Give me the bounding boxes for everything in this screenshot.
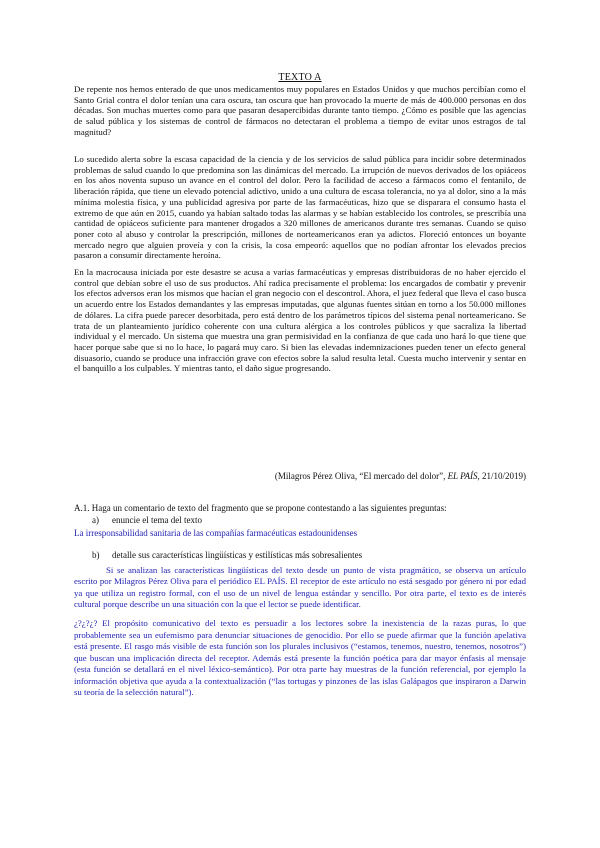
answer-b: Si se analizan las características lingüísticas del texto desde un punto de vista pragmático, se observa un artículo escrito por Milagros Pérez Oliva para el periódico EL PAÍS. El receptor de este artículo no está sesgado por género ni por edad ya que utiliza un registro formal, con el uso de un nivel de lengua estándar y sencillo. Por otra parte, el texto es de interés cultural porque describe un una situación con la que el lector se puede identificar. — [74, 565, 526, 610]
paragraph-3: En la macrocausa iniciada por este desastre se acusa a varias farmacéuticas y empresas distribuidoras de no haber ejercido el control que debían sobre el uso de sus productos. Ahí radica precisamente el problema: los encargados de combatir y prevenir los efectos adversos eran los mismos que hacían el gran negocio con el descontrol. Ahora, el juez federal que lleva el caso busca un acuerdo entre los Estados demandantes y las empresas imputadas, que algunas fuentes sitúan en torno a los 50.000 millones de dólares. La cifra puede parecer desorbitada, pero está dentro de los parámetros típicos del sistema penal norteamericano. Se trata de un planteamiento jurídico coherente con una cultura alérgica a los controles públicos y que sacraliza la libertad individual y el mercado. Un sistema que muestra una gran permisividad en la confianza de que cada uno hará lo que tiene que hacer porque sabe que si no lo hace, lo pagará muy caro. Si bien las elevadas indemnizaciones pueden tener un efecto general disuasorio, cuando se produce una infracción grave con efectos sobre la salud resulta letal. Cuesta mucho intervenir y sentar en el banquillo a los culpables. Y mientras tanto, el daño sigue progresando. — [74, 267, 526, 374]
item-b-text: detalle sus características lingüísticas y estilísticas más sobresalientes — [112, 550, 363, 560]
answer-c: ¿?¿?¿? El propósito comunicativo del texto es persuadir a los lectores sobre la inexistencia de la razas puras, lo que probablemente sea un eufemismo para denunciar situaciones de genocidio. Por ello se puede afirmar que la función apelativa está presente. El rasgo más visible de esta función son los plurales inclusivos (“estamos, tenemos, nuestro, tenemos, nosotros”) que buscan una implicación directa del receptor. Además está presente la función poética para dar mayor énfasis al mensaje (esta función se detallará en el nivel léxico-semántico). Por otra parte hay muestras de la función referencial, por ejemplo la información objetiva que ayuda a la contextualización (“las tortugas y pinzones de las islas Galápagos que inspiraron a Darwin su teoría de la selección natural”). — [74, 618, 526, 697]
item-b — [92, 550, 362, 560]
answer-a: La irresponsabilidad sanitaria de las compañías farmacéuticas estadounidenses — [74, 528, 358, 538]
citation — [275, 471, 526, 481]
paragraph-2: Lo sucedido alerta sobre la escasa capacidad de la ciencia y de los servicios de salud pública para incidir sobre determinados problemas de salud cuando lo que predomina son las dinámicas del mercado. La irrupción de nuevos derivados de los opiáceos en los años noventa supuso un avance en el control del dolor. Pero la facilidad de acceso a fármacos como el fentanilo, de liberación rápida, que tiene un elevado potencial adictivo, unido a una cultura de escasa tolerancia, no ya al dolor, sino a la más mínima molestia física, y una publicidad agresiva por parte de las farmacéuticas, hizo que se disparara el consumo hasta el extremo de que aún en 2015, cuando ya habían saltado todas las alarmas y se habían establecido los controles, se prescribía una cantidad de opiáceos suficiente para mantener drogados a 320 millones de americanos durante tres semanas. Cuando se quiso poner coto al abuso y controlar la prescripción, millones de norteamericanos eran ya adictos. Floreció entonces un boyante mercado negro que alguien proveía y con la crisis, la cosa empeoró: aquellos que no podían afrontar los elevados precios pasaron a consumir directamente heroína. — [74, 154, 526, 261]
item-a-text: enuncie el tema del texto — [112, 515, 202, 525]
item-a-letter: a) — [92, 515, 99, 525]
paragraph-1: De repente nos hemos enterado de que unos medicamentos muy populares en Estados Unidos y que muchos percibían como el Santo Grial contra el dolor tenían una cara oscura, tan oscura que han provocado la muerte de más de 400.000 personas en dos décadas. Son muchas muertes como para que pasaran desapercibidas durante tanto tiempo. ¿Cómo es posible que las agencias de salud pública y los sistemas de control de fármacos no detectaran el problema a tiempo de evitar unos estragos de tal magnitud? — [74, 84, 526, 137]
document-title: TEXTO A — [278, 72, 322, 83]
exercise-question: A.1. Haga un comentario de texto del fragmento que se propone contestando a las siguientes preguntas: — [74, 503, 447, 513]
citation-author-title: (Milagros Pérez Oliva, “El mercado del dolor”, — [274, 471, 448, 481]
item-b-letter: b) — [92, 550, 100, 560]
citation-source: EL PAÍS — [447, 471, 478, 481]
item-a — [92, 515, 202, 525]
citation-date: , 21/10/2019) — [477, 471, 526, 481]
